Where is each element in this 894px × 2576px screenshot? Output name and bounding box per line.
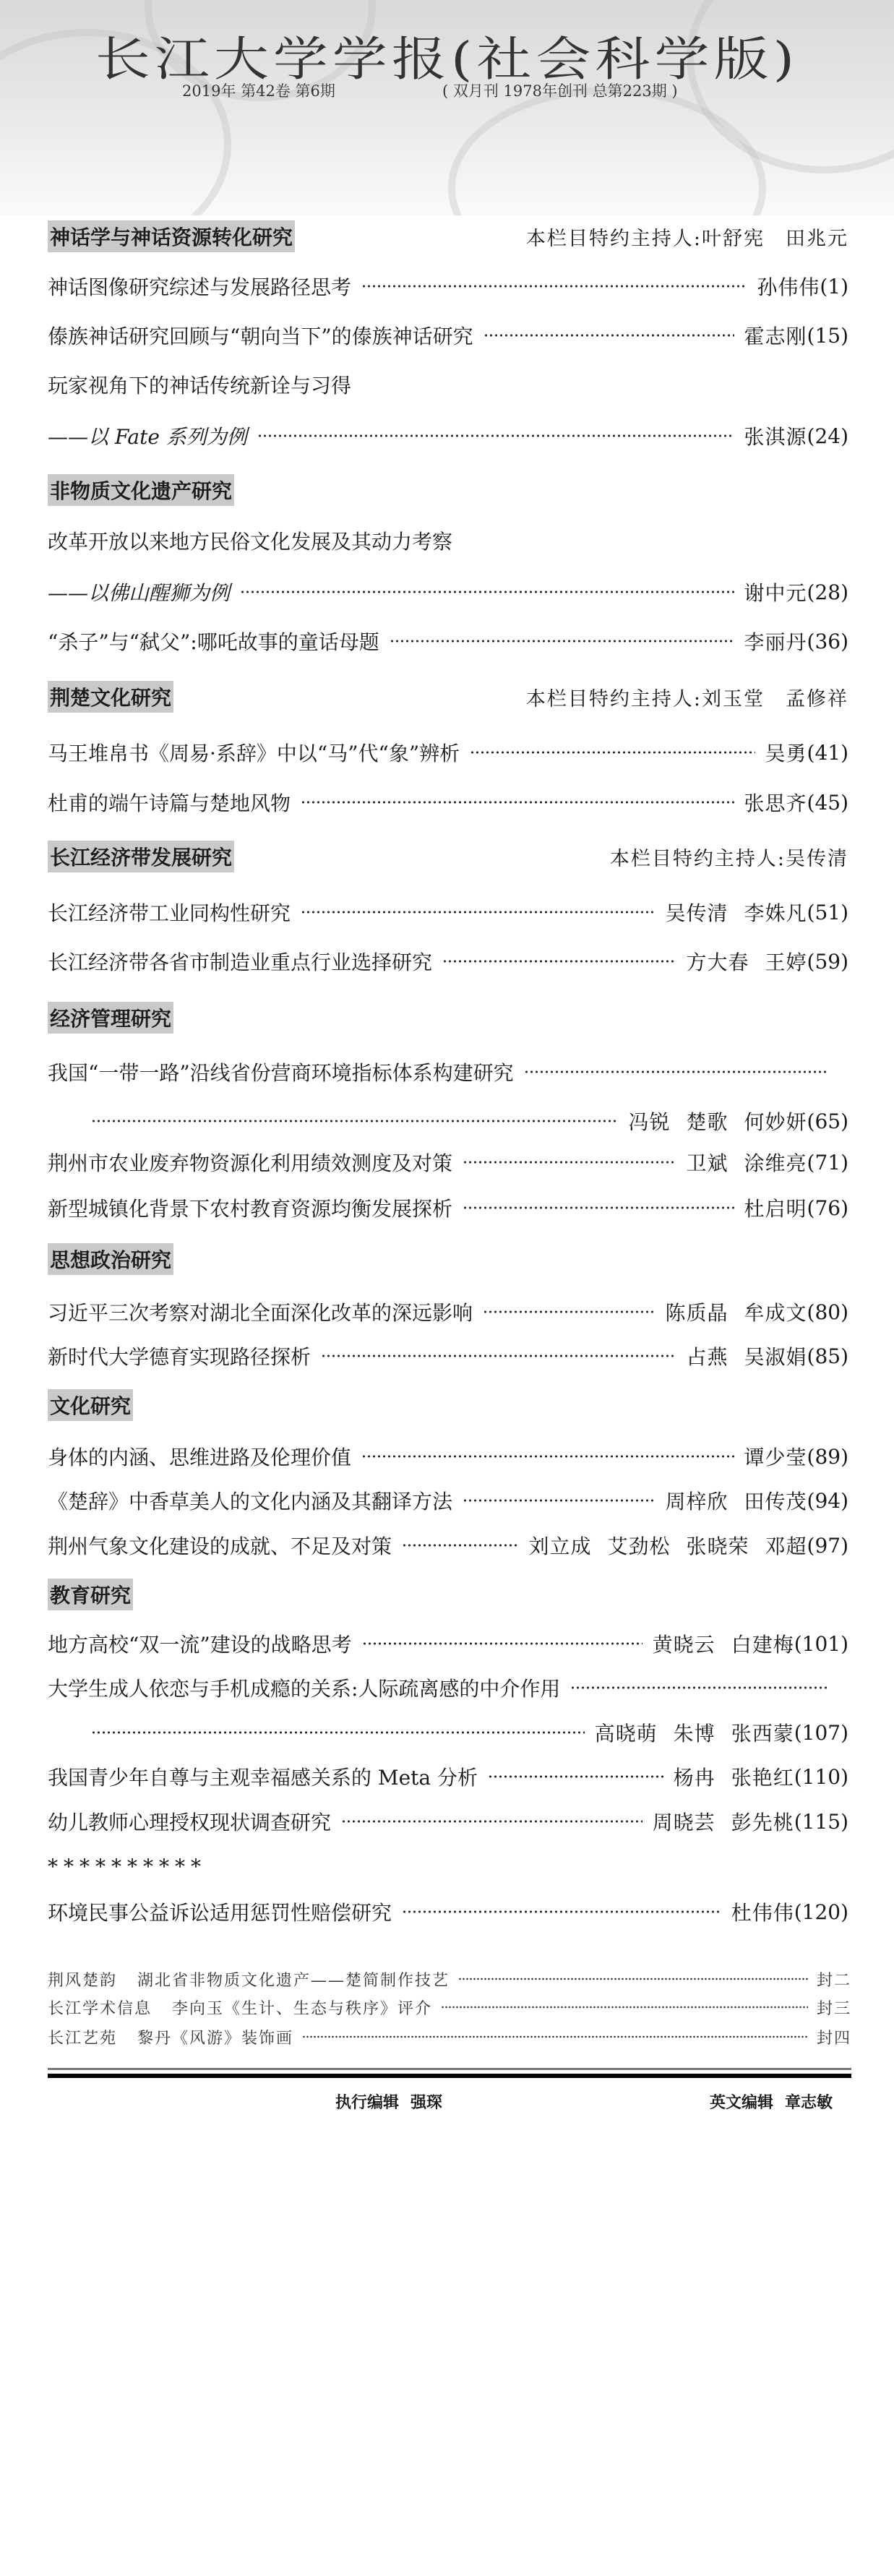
masthead [0,0,894,215]
author-name: 杜伟伟 [731,1901,794,1925]
toc-entry[interactable] [48,1149,848,1175]
article-title[interactable]: “杀子”与“弑父”:哪吒故事的童话母题 [48,630,379,654]
article-authors [595,1718,794,1747]
cover-column: 长江学术信息 [48,1999,152,2018]
author-name: 黄晓云 [652,1633,715,1657]
article-title[interactable]: 杜甫的端午诗篇与楚地风物 [48,791,291,815]
section-name: 荆楚文化研究 [48,681,173,713]
toc-entry[interactable] [48,1443,848,1469]
toc-entry[interactable] [48,372,848,398]
toc-entry[interactable] [48,1487,848,1514]
author-name: 张艳红 [731,1766,794,1790]
article-title[interactable]: 环境民事公益诉讼适用惩罚性赔偿研究 [48,1901,392,1925]
dot-leader [483,333,734,338]
author-name: 孙伟伟 [757,275,820,299]
author-name: 涂维亮 [744,1151,807,1175]
author-name: 李丽丹 [744,630,807,654]
dot-leader [488,1774,663,1779]
author-name: 白建梅 [731,1633,794,1657]
dot-leader [240,590,734,594]
author-name: 张淇源 [744,425,807,449]
author-name: 冯锐 [628,1110,671,1134]
toc-entry[interactable] [48,1195,848,1221]
author-name: 周梓欣 [665,1490,728,1514]
article-title[interactable]: 幼儿教师心理授权现状调查研究 [48,1811,332,1834]
page-number: (76) [807,1195,848,1220]
toc-entry[interactable] [48,1720,848,1746]
article-title[interactable]: 身体的内涵、思维进路及伦理价值 [48,1446,352,1469]
dot-leader [91,1119,618,1123]
article-title[interactable]: 大学生成人依恋与手机成瘾的关系:人际疏离感的中介作用 [48,1677,561,1701]
toc-entry[interactable] [48,273,848,299]
author-name: 卫斌 [686,1151,728,1175]
dot-leader [302,2035,808,2039]
author-name: 张晓荣 [686,1534,749,1558]
author-name: 霍志刚 [744,325,807,348]
cover-page: 封四 [816,2029,851,2048]
journal-title: 长江大学学报(社会科学版) [95,31,799,87]
publication-info: ( 双月刊 1978年创刊 总第223期 ) [442,82,678,100]
page-number: (110) [794,1764,848,1789]
dot-leader [91,1730,585,1735]
section-name: 文化研究 [48,1389,133,1421]
article-authors [665,1297,807,1326]
dot-leader [390,639,734,643]
dot-leader [463,1160,676,1164]
author-name: 田传茂 [744,1490,807,1514]
article-authors [653,1807,794,1836]
cover-entry[interactable] [48,1969,851,1989]
article-authors [674,1762,794,1791]
author-name: 彭先桃 [731,1811,794,1834]
page-number: (85) [807,1344,848,1368]
article-title[interactable]: 长江经济带各省市制造业重点行业选择研究 [48,950,433,974]
article-title[interactable]: 习近平三次考察对湖北全面深化改革的深远影响 [48,1301,473,1325]
author-name: 杨冉 [673,1766,715,1790]
page-number: (101) [794,1631,848,1656]
section-header [48,223,848,249]
article-title[interactable]: 荆州气象文化建设的成就、不足及对策 [48,1534,392,1558]
dot-leader [321,1354,676,1358]
section-host: 本栏目特约主持人:叶舒宪 田兆元 [525,227,848,250]
cover-column: 荆风楚韵 [48,1971,118,1990]
article-authors [665,1486,807,1515]
cover-title[interactable]: 黎丹《风游》装饰画 [137,2029,294,2048]
article-title[interactable]: 玩家视角下的神话传统新诠与习得 [48,374,352,398]
executive-editor [335,2090,442,2113]
author-name: 谢中元 [744,581,807,605]
section-header [48,1005,848,1031]
page-number: (36) [807,629,848,653]
author-name: 高晓萌 [594,1722,658,1746]
section-name: 经济管理研究 [48,1002,173,1034]
article-title[interactable]: 荆州市农业废弃物资源化利用绩效测度及对策 [48,1151,453,1175]
toc-entry[interactable] [48,1059,848,1085]
cover-entry[interactable] [48,1997,851,2017]
cover-title[interactable]: 李向玉《生计、生态与秩序》评介 [172,1999,433,2018]
article-title[interactable]: 我国青少年自尊与主观幸福感关系的 Meta 分析 [48,1766,478,1790]
article-title[interactable]: 长江经济带工业同构性研究 [48,901,291,925]
section-host: 本栏目特约主持人:刘玉堂 孟修祥 [525,687,848,710]
executive-editor-label: 执行编辑 [335,2094,400,2112]
page-number: (15) [807,323,848,348]
article-title[interactable]: 傣族神话研究回顾与“朝向当下”的傣族神话研究 [48,325,473,348]
article-authors [653,1629,794,1658]
dot-leader [341,1819,642,1824]
dot-leader [402,1543,518,1547]
author-name: 杜启明 [744,1197,807,1221]
author-name: 刘立成 [528,1534,592,1558]
page-number: (120) [794,1899,848,1924]
page-number: (65) [807,1109,848,1133]
author-name: 张思齐 [744,791,807,815]
section-header [48,1392,848,1418]
article-title[interactable]: 《楚辞》中香草美人的文化内涵及其翻译方法 [48,1490,453,1514]
dot-leader [570,1686,827,1690]
author-name: 吴传清 [665,901,728,925]
english-editor-label: 英文编辑 [710,2094,774,2112]
article-authors [744,578,807,606]
toc-entry[interactable] [48,1299,848,1325]
page-number: (24) [807,424,848,448]
page-number: (115) [794,1809,848,1834]
toc-entry[interactable] [48,1764,848,1790]
author-name: 周晓芸 [652,1811,715,1834]
article-authors [528,1531,807,1560]
dot-leader [483,1310,655,1314]
toc-entry[interactable] [48,739,848,765]
article-title[interactable]: 马王堆帛书《周易·系辞》中以“马”代“象”辨析 [48,742,460,765]
page-number: (80) [807,1300,848,1324]
section-header [48,477,848,503]
author-name: 王婷 [765,950,807,974]
cover-title[interactable]: 湖北省非物质文化遗产——楚简制作技艺 [137,1971,450,1990]
section-header [48,684,848,710]
dot-leader [442,959,676,963]
cover-entry[interactable] [48,2027,851,2047]
author-name: 谭少莹 [744,1446,807,1469]
article-authors [744,788,807,817]
page-number: (41) [807,740,848,765]
page-number: (59) [807,949,848,974]
page-number: (51) [807,900,848,924]
toc-entry[interactable] [48,1808,848,1834]
page-number: (1) [820,274,848,299]
dot-leader [463,1206,734,1210]
toc-entry[interactable] [48,1108,848,1134]
dot-leader [524,1070,827,1074]
page-number: (97) [807,1533,848,1558]
page-number: (94) [807,1488,848,1513]
article-title[interactable]: 新时代大学德育实现路径探析 [48,1345,311,1369]
author-name: 邓超 [765,1534,807,1558]
dot-leader [463,1498,655,1503]
article-authors [686,947,807,976]
section-name: 神话学与神话资源转化研究 [48,220,295,252]
dot-leader [301,800,734,804]
section-header [48,843,848,870]
page-number: (107) [794,1720,848,1745]
english-editor [710,2090,833,2113]
section-name: 长江经济带发展研究 [48,841,234,872]
author-name: 占燕 [686,1345,728,1369]
page-number: (45) [807,790,848,815]
toc-entry[interactable] [48,1343,848,1369]
author-name: 朱博 [673,1722,715,1746]
article-authors [757,272,820,301]
section-header [48,1581,848,1607]
english-editor-name: 章志敏 [785,2094,833,2112]
author-name: 艾劲松 [607,1534,671,1558]
toc-entry[interactable] [48,1675,848,1701]
author-name: 张西蒙 [731,1722,794,1746]
divider-thin [48,2068,851,2070]
dot-leader [257,434,734,438]
author-name: 牟成文 [744,1301,807,1325]
article-authors [665,898,807,927]
separator-stars: ********** [48,1855,207,1879]
issue-info: 2019年 第42卷 第6期 [182,82,335,100]
dot-leader [470,750,755,755]
page-number: (28) [807,580,848,604]
toc-entry[interactable] [48,423,848,449]
cover-page: 封三 [816,1999,851,2018]
toc-entry[interactable] [48,789,848,815]
article-authors [765,738,807,767]
toc-entry[interactable] [48,1532,848,1558]
article-authors [686,1148,807,1177]
author-name: 陈质晶 [665,1301,728,1325]
article-authors [744,1442,807,1471]
divider-thick [48,2074,851,2078]
article-authors [686,1341,807,1370]
article-title[interactable]: 改革开放以来地方民俗文化发展及其动力考察 [48,530,453,554]
toc-entry[interactable] [48,899,848,925]
toc-entry[interactable] [48,948,848,974]
cover-column: 长江艺苑 [48,2029,118,2048]
dot-leader [458,1977,808,1981]
section-name: 思想政治研究 [48,1243,173,1275]
section-name: 教育研究 [48,1579,133,1610]
section-header [48,1246,848,1272]
article-subtitle[interactable]: ——以佛山醒狮为例 [48,581,231,605]
article-title[interactable]: 地方高校“双一流”建设的战略思考 [48,1633,352,1657]
article-authors [744,1193,807,1222]
author-name: 何妙妍 [744,1110,807,1134]
toc-entry[interactable] [48,1899,848,1925]
article-subtitle[interactable]: ——以 Fate 系列为例 [48,425,247,449]
article-authors [628,1107,807,1135]
author-name: 吴淑娟 [744,1345,807,1369]
toc-entry[interactable] [48,528,848,554]
section-host: 本栏目特约主持人:吴传清 [609,847,848,870]
dot-leader [441,2005,808,2009]
dot-leader [402,1910,721,1914]
cover-page: 封二 [816,1971,851,1990]
article-authors [744,421,807,450]
dot-leader [301,910,655,914]
dot-leader [361,1454,734,1459]
dot-leader [361,284,747,288]
section-name: 非物质文化遗产研究 [48,474,234,506]
author-name: 吴勇 [765,742,807,765]
article-title[interactable]: 我国“一带一路”沿线省份营商环境指标体系构建研究 [48,1061,514,1085]
page-number: (71) [807,1150,848,1175]
author-name: 楚歌 [686,1110,728,1134]
article-title[interactable]: 新型城镇化背景下农村教育资源均衡发展探析 [48,1197,453,1221]
author-name: 方大春 [686,950,749,974]
executive-editor-name: 强琛 [411,2094,443,2112]
author-name: 李姝凡 [744,901,807,925]
article-authors [731,1897,794,1926]
toc-entry[interactable] [48,1631,848,1657]
dot-leader [362,1641,642,1646]
article-title[interactable]: 神话图像研究综述与发展路径思考 [48,275,352,299]
article-authors [744,321,807,350]
toc-entry[interactable] [48,322,848,348]
page-number: (89) [807,1444,848,1469]
article-authors [744,627,807,656]
toc-entry[interactable] [48,579,848,605]
toc-entry[interactable] [48,628,848,654]
